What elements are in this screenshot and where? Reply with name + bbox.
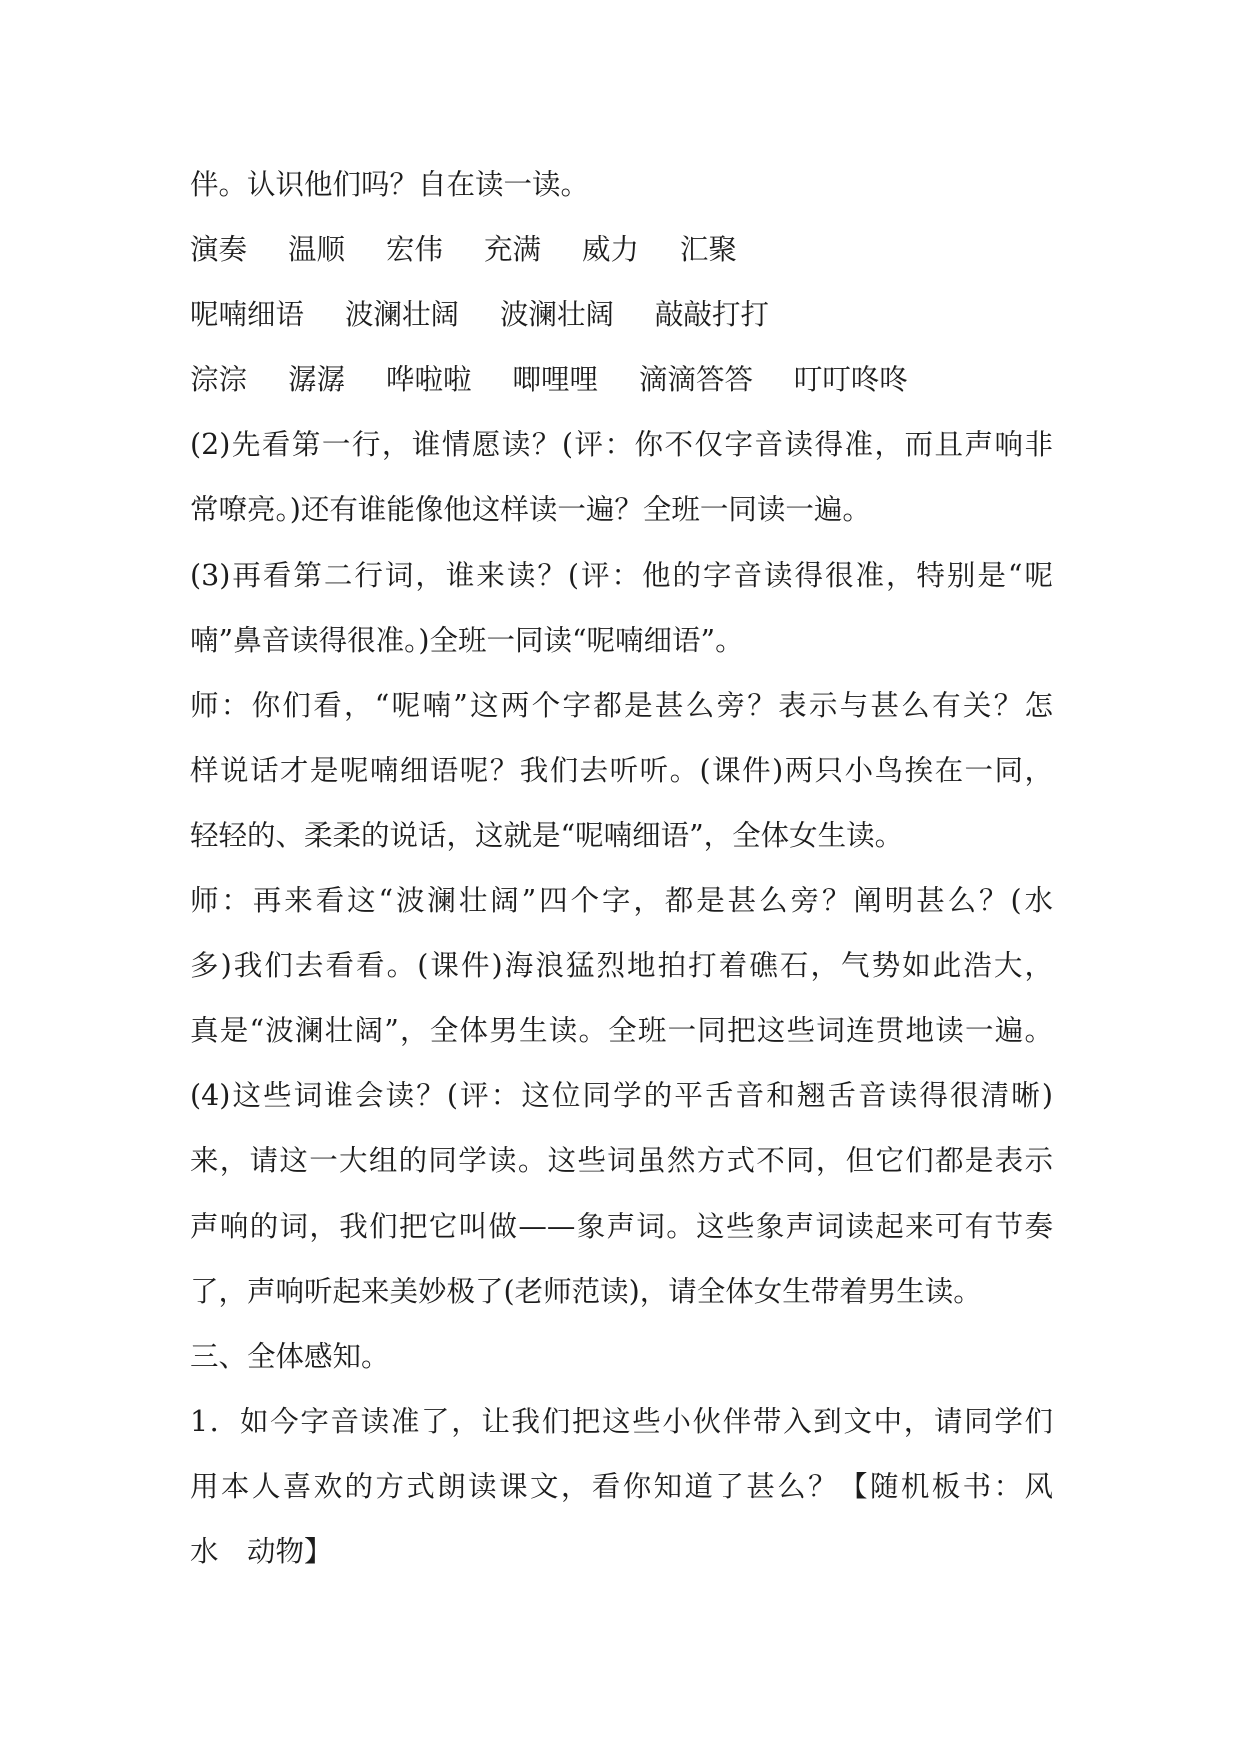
text-line: 师：你们看，“呢喃”这两个字都是甚么旁？表示与甚么有关？怎 xyxy=(190,688,1053,722)
vocab-word: 滴滴答答 xyxy=(638,363,753,397)
text-line: (3)再看第二行词，谁来读？(评：他的字音读得很准，特别是“呢 xyxy=(190,558,1053,592)
text-line: 真是“波澜壮阔”，全体男生读。全班一同把这些词连贯地读一遍。 xyxy=(190,1014,1053,1048)
vocab-word: 威力 xyxy=(581,233,639,267)
continued-text-line: 伴。认识他们吗？自在读一读。 xyxy=(190,168,590,201)
paragraph-step-4 xyxy=(190,1063,1053,1323)
vocab-word: 演奏 xyxy=(190,233,248,267)
text-line: 来，请这一大组的同学读。这些词虽然方式不同，但它们都是表示 xyxy=(190,1144,1053,1178)
word-row-1 xyxy=(190,217,1053,282)
paragraph-step-3 xyxy=(190,543,1053,673)
text-line: 1．如今字音读准了，让我们把这些小伙伴带入到文中，请同学们 xyxy=(190,1404,1053,1438)
text-line: (4)这些词谁会读？(评：这位同学的平舌音和翘舌音读得很清晰) xyxy=(190,1079,1053,1113)
text-line: 声响的词，我们把它叫做——象声词。这些象声词读起来可有节奏 xyxy=(190,1209,1053,1243)
section-heading xyxy=(190,1324,1053,1389)
text-line: 样说话才是呢喃细语呢？我们去听听。(课件)两只小鸟挨在一同， xyxy=(190,753,1053,787)
text-line: 轻轻的、柔柔的说话，这就是“呢喃细语”，全体女生读。 xyxy=(190,818,904,852)
text-line: (2)先看第一行，谁情愿读？(评：你不仅字音读得准，而且声响非 xyxy=(190,428,1053,462)
vocab-word: 哗啦啦 xyxy=(385,363,472,397)
vocab-word: 潺潺 xyxy=(287,363,345,397)
text-line: 了，声响听起来美妙极了(老师范读)，请全体女生带着男生读。 xyxy=(190,1274,982,1308)
paragraph-teacher-2 xyxy=(190,868,1053,1063)
text-line: 多)我们去看看。(课件)海浪猛烈地拍打着礁石，气势如此浩大， xyxy=(190,949,1053,983)
paragraph-step-2 xyxy=(190,412,1053,542)
text-line: 用本人喜欢的方式朗读课文，看你知道了甚么？【随机板书：风 xyxy=(190,1469,1053,1503)
vocab-word: 波澜壮阔 xyxy=(344,298,459,332)
word-row-2 xyxy=(190,282,1053,347)
vocab-word: 敲敲打打 xyxy=(654,298,769,332)
vocab-word: 宏伟 xyxy=(385,233,443,267)
vocab-word: 温顺 xyxy=(287,233,345,267)
text-line: 师：再来看这“波澜壮阔”四个字，都是甚么旁？阐明甚么？(水 xyxy=(190,884,1053,918)
text-line: 喃”鼻音读得很准。)全班一同读“呢喃细语”。 xyxy=(190,623,744,657)
paragraph-teacher-1 xyxy=(190,673,1053,868)
vocab-word: 唧哩哩 xyxy=(512,363,598,397)
vocab-word: 充满 xyxy=(483,233,541,267)
text-line: 水 动物】 xyxy=(190,1534,333,1568)
paragraph-item-1 xyxy=(190,1389,1053,1584)
text-line: 常嘹亮。)还有谁能像他这样读一遍？全班一同读一遍。 xyxy=(190,493,871,527)
vocab-word: 汇聚 xyxy=(679,233,737,267)
vocab-word: 波澜壮阔 xyxy=(499,298,614,332)
vocab-word: 淙淙 xyxy=(190,363,248,397)
document-body xyxy=(190,152,1053,1584)
vocab-word: 叮叮咚咚 xyxy=(793,363,908,397)
vocab-word: 呢喃细语 xyxy=(190,298,305,332)
section-heading-text: 三、全体感知。 xyxy=(190,1339,390,1373)
word-row-3 xyxy=(190,347,1053,412)
